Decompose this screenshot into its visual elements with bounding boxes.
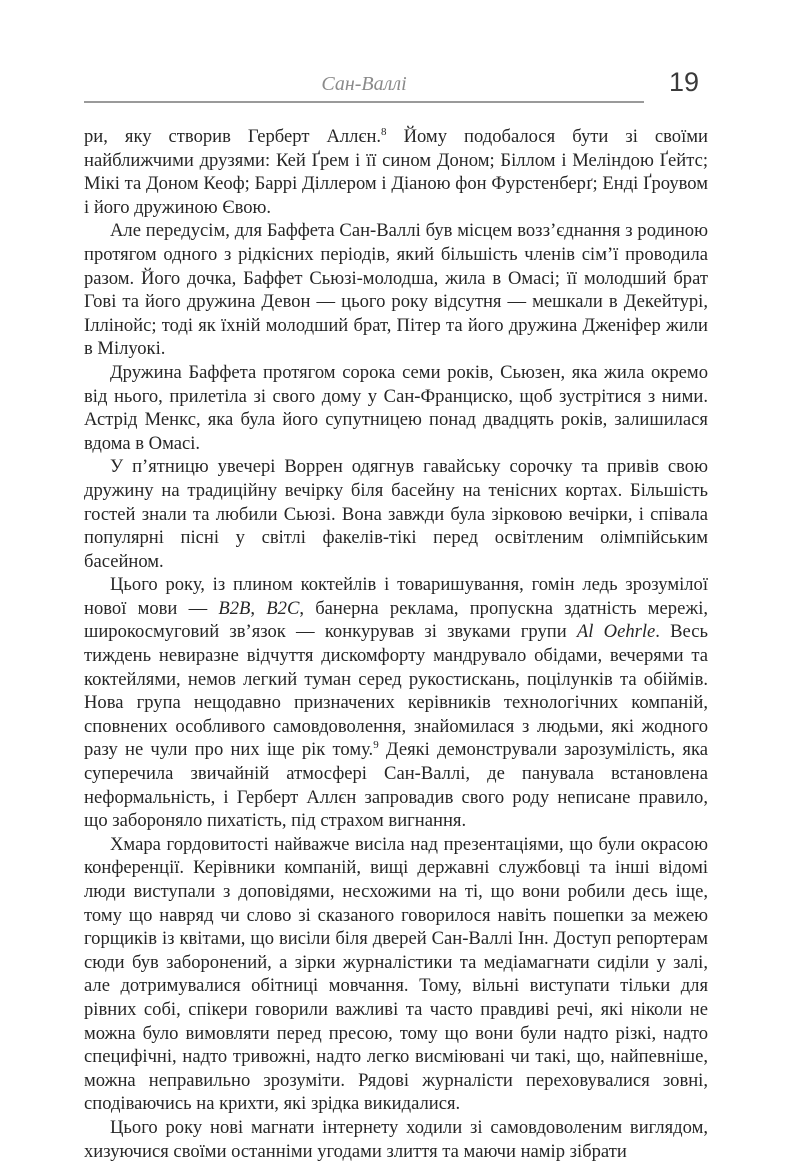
paragraph: [84, 1116, 708, 1163]
text-run: Цього року, із плином коктейлів і товаришування, гомін ледь зрозумілої нової мови —: [84, 574, 708, 619]
footnote-marker: 9: [373, 739, 379, 752]
italic-term: B2C: [266, 597, 300, 619]
text-run: Хмара гордовитості найважче висіла над презентаціями, що були окрасою конференції. Керівники компаній, вищі державні службовці та інші відомі люди виступали з доповідями, несхожими на ті, що вони робили десь іще, тому що навряд чи слово зі сказаного говорилося навіть пошепки за межею горщиків із квітами, що висіли біля дверей Сан-Валлі Інн. Доступ репортерам сюди був заборонений, а зірки журналістики та медіамагнати сиділи у залі, але дотримувалися обітниці мовчання. Тому, вільні виступати тільки для рівних собі, спікери говорили важливі та часто правдиві речі, які ніколи не можна було вимовляти перед пресою, тому що вони були надто різкі, надто специфічні, надто тривожні, надто легко висміювані чи такі, що, найпевніше, можна неправильно зрозуміти. Рядові журналісти переховувалися зовні, сподіваючись на крихти, які зрідка викидалися.: [84, 833, 708, 1115]
text-run: ,: [250, 597, 267, 619]
text-run: Деякі демонстрували зарозумілість, яка суперечила звичайній атмосфері Сан-Валлі, де панувала встановлена неформальність, і Герберт Аллєн запровадив свого роду неписане правило, що забороняло пихатість, під страхом вигнання.: [84, 739, 708, 832]
page-number: 19: [668, 67, 700, 97]
paragraph: [84, 219, 708, 361]
italic-term: Al Oehrle: [576, 621, 656, 643]
header-rule: [84, 101, 644, 103]
italic-term: B2B: [218, 597, 251, 619]
paragraph: [84, 455, 708, 573]
paragraph: [84, 833, 708, 1116]
paragraph: [84, 361, 708, 455]
text-run: Цього року нові магнати інтернету ходили зі самовдоволеним виглядом, хизуючися своїми останніми угодами злиття та маючи намір зібрати: [84, 1116, 708, 1162]
paragraph: [84, 573, 708, 833]
text-run: ри, яку створив Герберт Аллєн.: [84, 126, 382, 147]
body-text: [84, 125, 708, 1163]
text-run: У п’ятницю увечері Воррен одягнув гавайську сорочку та привів свою дружину на традиційну вечірку біля басейну на тенісних кортах. Більшість гостей знали та любили Сьюзі. Вона завжди була зірковою вечірки, і співала популярні пісні у світлі факелів-тікі перед освітленим олімпійським басейном.: [84, 456, 708, 572]
footnote-marker: 8: [381, 126, 387, 138]
text-run: Йому подобалося бути зі своїми найближчими друзями: Кей Ґрем і її сином Доном; Біллом і Меліндою Ґейтс; Мікі та Доном Кеоф; Баррі Діллером і Діаною фон Фурстенберґ; Енді Ґроувом і його дружиною Євою.: [84, 126, 708, 218]
text-run: , банерна реклама, пропускна здатність мережі, широкосмуговий зв’язок — конкурував зі звуками групи: [84, 597, 709, 643]
paragraph: [84, 125, 708, 219]
text-run: Дружина Баффета протягом сорока семи років, Сьюзен, яка жила окремо від нього, прилетіла зі свого дому у Сан-Франциско, щоб зустрітися з ними. Астрід Менкс, яка була його супутницею понад двадцять років, залишилася вдома в Омасі.: [84, 361, 708, 454]
running-title: Сан-Валлі: [321, 73, 407, 95]
text-run: Але передусім, для Баффета Сан-Валлі був місцем возз’єднання з родиною протягом одного з рідкісних періодів, який більшість членів сім’ї проводила разом. Його дочка, Баффет Сьюзі-молодша, жила в Омасі; її молодший брат Гові та його дружина Девон — цього року відсутня — мешкали в Декейтурі, Іллінойс; тоді як їхній молодший брат, Пітер та його дружина Дженіфер жили в Мілуокі.: [84, 220, 708, 360]
text-run: . Весь тиждень невиразне відчуття дискомфорту мандрувало обідами, вечерями та коктейлями, немов легкий туман серед рукостискань, поцілунків та обіймів. Нова група нещодавно призначених керівників технологічних компаній, сповнених особливого самовдоволення, знайомилася з людьми, які жодного разу не чули про них іще рік тому.: [84, 621, 708, 761]
running-header: [84, 60, 712, 100]
